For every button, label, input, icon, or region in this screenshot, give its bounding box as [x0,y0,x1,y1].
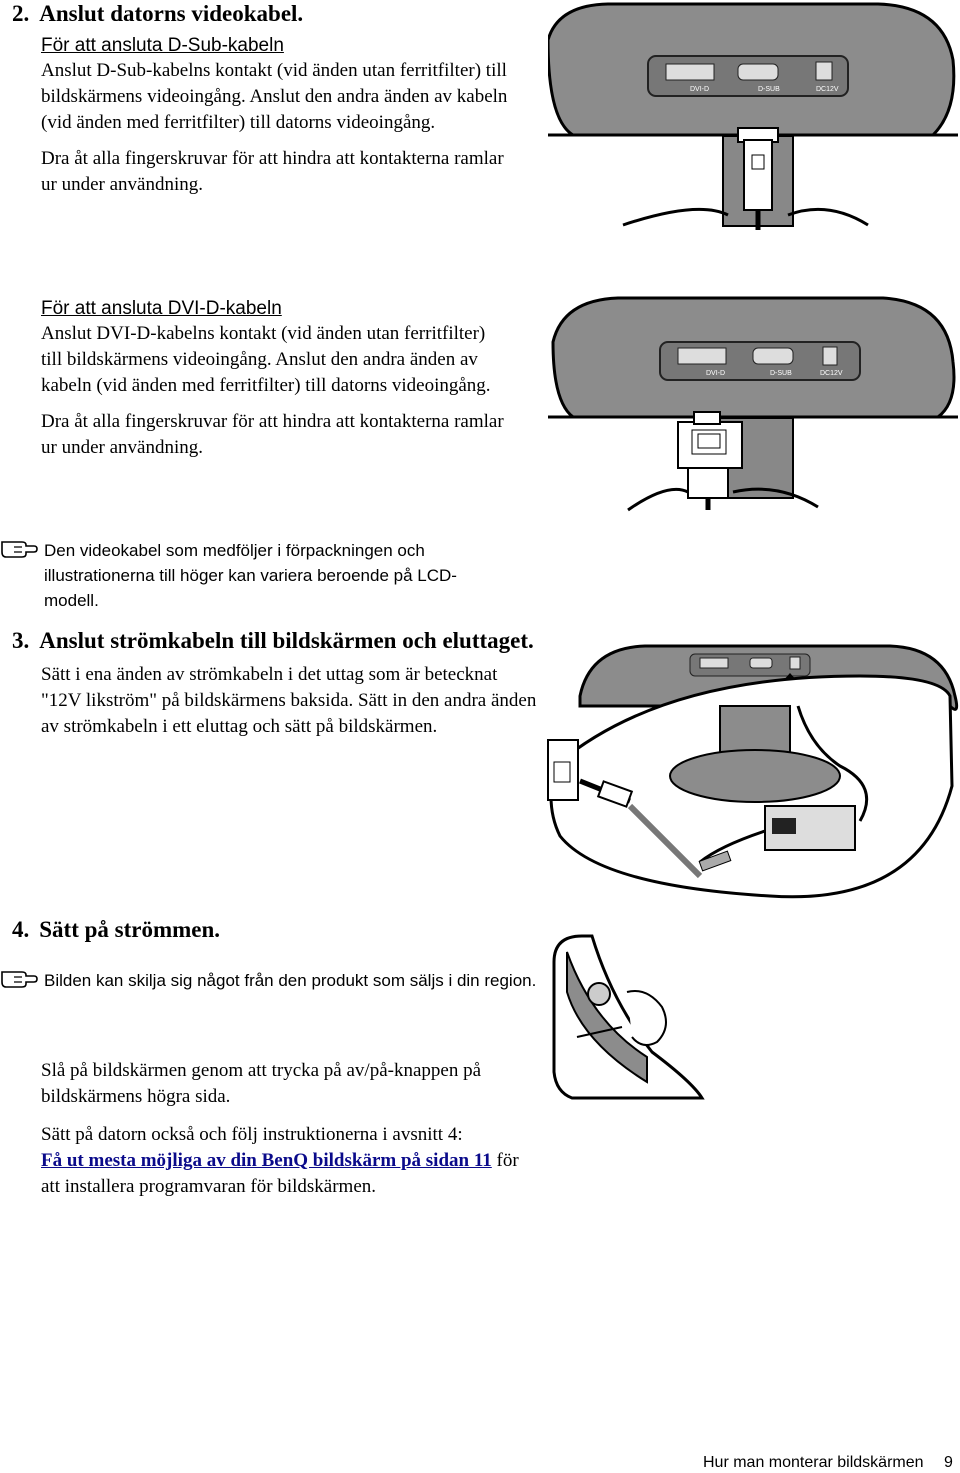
step4-paragraph-1: Slå på bildskärmen genom att trycka på av/på-knappen på bildskärmens högra sida. [41,1060,482,1107]
pointing-hand-icon [0,966,40,988]
step2-number: 2. [12,1,30,26]
step3-body [41,662,541,740]
step4-paragraph-2-end: att installera programvaran för bildskärmen. [41,1176,377,1197]
footer-section-name: Hur man monterar bildskärmen [703,1454,924,1471]
dvi-port-label-dc: DC12V [820,370,843,377]
power-button-illustration [552,932,960,1100]
dsub-paragraph-1: Anslut D-Sub-kabelns kontakt (vid änden utan ferritfilter) till bildskärmens videoingång. Anslut den andra änden av kabeln (vid änden med ferritfilter) till datorns videoingång. [41,60,508,133]
dsub-port-label-dvi: DVI-D [690,86,710,93]
dsub-section [41,34,541,198]
step3-heading [12,627,534,655]
step4-paragraph-2 [41,1122,551,1200]
page-number: 9 [944,1454,953,1471]
note-video-cable-text: Den videokabel som medföljer i förpackningen och illustrationerna till höger kan variera beroende på LCD-modell. [44,541,457,610]
dvi-port-label-dvi: DVI-D [706,370,726,377]
step4-body [41,1058,551,1200]
pointing-hand-icon [0,536,40,558]
dvi-paragraph-2: Dra åt alla fingerskruvar för att hindra att kontakterna ramlar ur under användning. [41,411,504,458]
dsub-port-label-dc: DC12V [816,86,839,93]
dvi-port-label-dsub: D-SUB [770,370,792,377]
step3-paragraph: Sätt i ena änden av strömkabeln i det uttag som är betecknat "12V likström" på bildskärmens baksida. Sätt in den andra änden av strömkabeln i ett eluttag och sätt på bildskärmen. [41,664,537,737]
dsub-paragraph-2: Dra åt alla fingerskruvar för att hindra att kontakterna ramlar ur under användning. [41,148,504,195]
step2-heading [12,0,303,28]
step3-title: Anslut strömkabeln till bildskärmen och eluttaget. [39,628,534,653]
step2-title: Anslut datorns videokabel. [39,1,304,26]
step3-number: 3. [12,628,30,653]
dvi-heading: För att ansluta DVI-D-kabeln [41,298,282,319]
note-video-cable [44,538,504,613]
step4-heading [12,916,220,944]
dsub-port-label-dsub: D-SUB [758,86,780,93]
step4-paragraph-2-mid: för [491,1150,519,1171]
step4-paragraph-2-intro: Sätt på datorn också och följ instruktionerna i avsnitt 4: [41,1124,463,1145]
dsub-connection-illustration [548,0,960,245]
section-4-link[interactable]: Få ut mesta möjliga av din BenQ bildskärm på sidan 11 [41,1150,492,1171]
step4-title: Sätt på strömmen. [39,917,221,942]
note-image-difference-text: Bilden kan skilja sig något från den produkt som säljs i din region. [44,971,537,990]
power-connection-illustration [540,636,960,906]
step4-number: 4. [12,917,30,942]
dvi-connection-illustration [548,292,960,512]
note-image-difference [44,968,544,993]
dvi-paragraph-1: Anslut DVI-D-kabelns kontakt (vid änden utan ferritfilter) till bildskärmens videoingång. Anslut den andra änden av kabeln (vid änden med ferritfilter) till datorns videoingång. [41,323,491,396]
dsub-heading: För att ansluta D-Sub-kabeln [41,35,284,56]
dvi-section [41,297,541,461]
